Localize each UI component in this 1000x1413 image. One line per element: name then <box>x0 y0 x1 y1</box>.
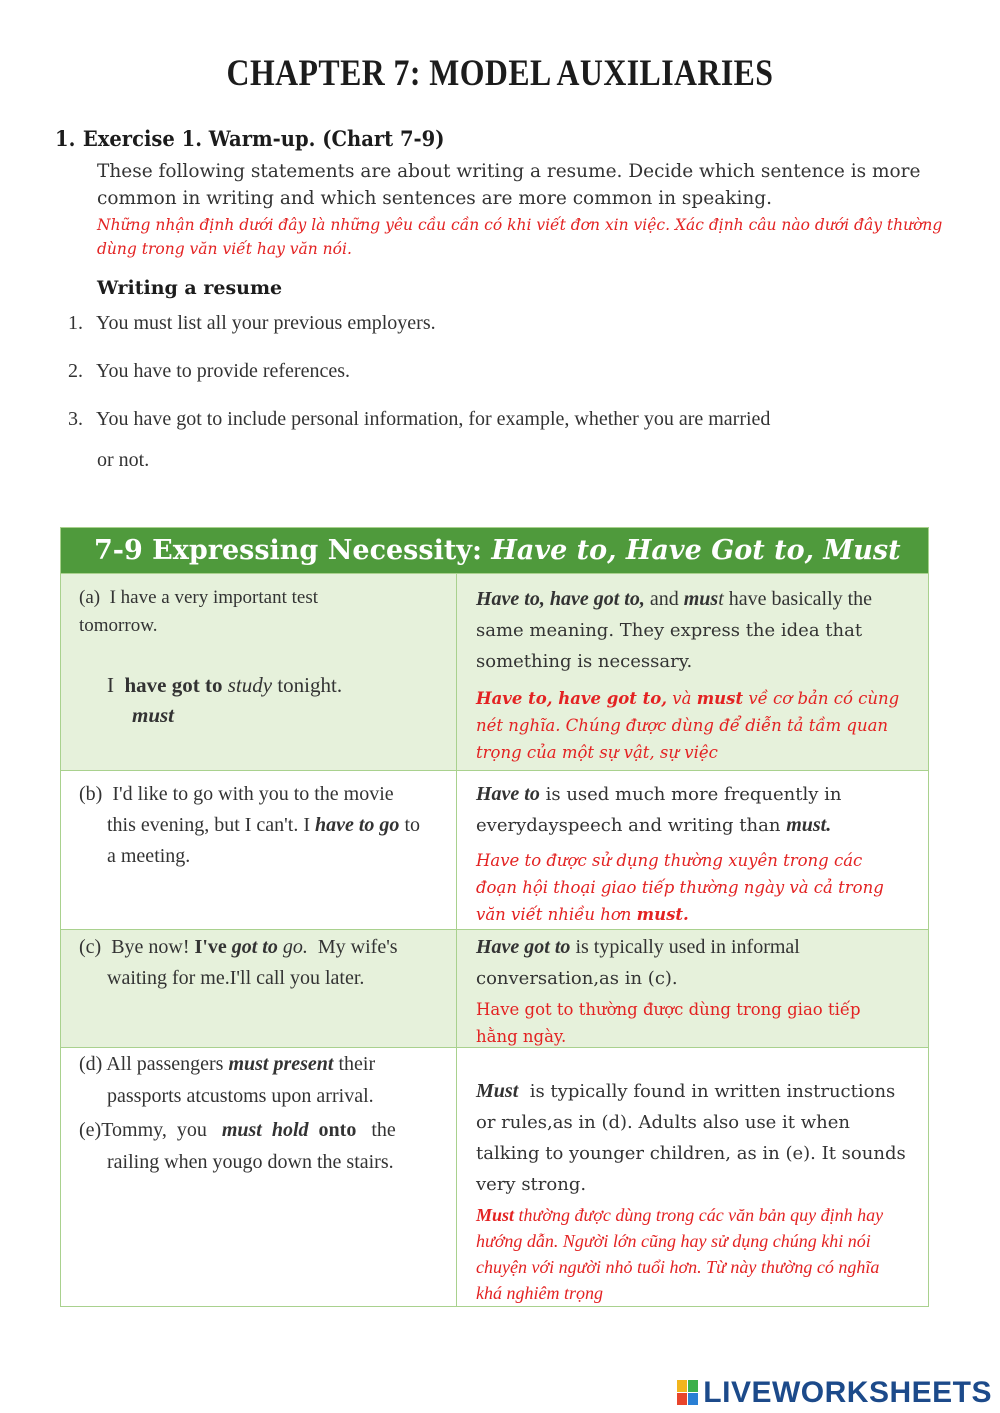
example-text: to <box>404 814 420 836</box>
list-item <box>68 360 350 383</box>
explanation-text: conversation,as in (c). <box>476 968 678 989</box>
emphasis: must. <box>636 905 689 924</box>
column-divider <box>456 930 457 1047</box>
example-verb: go. <box>282 936 308 958</box>
list-item <box>68 408 770 431</box>
example-text: this evening, but I can't. I <box>107 814 310 836</box>
exercise-title: Exercise 1. Warm-up. (Chart 7-9) <box>82 126 445 151</box>
example-text: a meeting. <box>107 845 191 867</box>
list-item-number: 3. <box>68 408 83 430</box>
translation-text: Have to được sử dụng thường xuyên trong các <box>476 851 863 870</box>
example-text: railing when yougo down the stairs. <box>107 1151 394 1173</box>
translation-text: khá nghiêm trọng <box>476 1283 603 1303</box>
example-a <box>79 584 449 640</box>
explanation-a <box>476 584 921 766</box>
explanation-text: and <box>649 588 679 610</box>
example-text: tonight. <box>277 673 343 697</box>
explanation-text: have basically the <box>728 588 873 610</box>
modal-form: must <box>132 703 175 727</box>
emphasis: Have to, have got to, <box>476 689 668 708</box>
column-divider <box>456 1048 457 1306</box>
modal-form: onto <box>318 1119 357 1141</box>
modal-form: have to go <box>315 814 400 836</box>
explanation-text: is used much more frequently in <box>545 784 842 805</box>
translation-text: hướng dẫn. Người lớn cũng hay sử dụng chúng khi nói <box>476 1231 871 1251</box>
grammar-chart <box>60 527 929 1307</box>
translation-text: đoạn hội thoại giao tiếp thường ngày và cả trong <box>476 878 884 897</box>
liveworksheets-logo-icon <box>677 1380 699 1406</box>
example-text: My wife's <box>317 936 398 958</box>
emphasis: Have got to <box>476 936 571 958</box>
example-e <box>79 1114 449 1178</box>
chart-row-de <box>61 1047 928 1306</box>
emphasis: must. <box>786 814 832 836</box>
liveworksheets-logo[interactable] <box>677 1376 992 1410</box>
intro-english: These following statements are about writing a resume. Decide which sentence is more common in writing and which sentences are more common in speaking. <box>97 161 921 209</box>
chart-heading-plain: 7-9 Expressing Necessity: <box>94 535 482 566</box>
example-text: I have a very important test <box>109 587 318 608</box>
explanation-text: everydayspeech and writing than <box>476 815 781 836</box>
example-c <box>79 932 449 994</box>
section-heading: Writing a resume <box>97 277 283 299</box>
emphasis: Must <box>476 1080 519 1102</box>
example-text: Tommy, you <box>101 1119 207 1141</box>
translation-text: về cơ bản có cùng <box>748 689 900 708</box>
translation-text: thường được dùng trong các văn bản quy định hay <box>518 1205 884 1225</box>
list-item-text: You have to provide references. <box>96 360 350 382</box>
example-label: (b) <box>79 783 103 805</box>
translation-text: và <box>672 689 692 708</box>
example-text: the <box>371 1119 396 1141</box>
translation-text: trọng của một sự vật, sự việc <box>476 743 718 762</box>
modal-form: must hold <box>221 1119 309 1141</box>
list-item-number: 2. <box>68 360 83 382</box>
example-b <box>79 779 449 872</box>
example-text: Bye now! <box>111 936 190 958</box>
example-text: waiting for me.I'll call you later. <box>107 967 365 989</box>
emphasis: must <box>696 689 744 708</box>
example-label: (a) <box>79 587 101 608</box>
example-d <box>79 1048 449 1112</box>
chart-row-a <box>61 573 928 770</box>
example-text: tomorrow. <box>79 615 158 636</box>
example-label: (d) <box>79 1053 103 1075</box>
emphasis: t <box>718 588 724 610</box>
translation-text: Have got to thường được dùng trong giao tiếp <box>476 1000 861 1019</box>
example-text: All passengers <box>106 1053 224 1075</box>
exercise-heading <box>55 126 444 151</box>
example-verb: study <box>227 673 273 697</box>
explanation-text: or rules,as in (d). Adults also use it when <box>476 1112 851 1133</box>
column-divider <box>456 574 457 770</box>
example-subject: I <box>107 673 114 697</box>
modal-form: must present <box>228 1053 334 1075</box>
list-item <box>68 312 436 335</box>
explanation-text: talking to younger children, as in (e). It sounds <box>476 1143 906 1164</box>
list-item-continuation: or not. <box>97 449 150 471</box>
explanation-text: very strong. <box>476 1174 587 1195</box>
chart-row-b <box>61 770 928 929</box>
list-item-text: You have got to include personal information, for example, whether you are married <box>96 408 771 430</box>
modal-form: I've <box>194 936 227 958</box>
translation-text: chuyện với người nhỏ tuổi hơn. Từ này thường có nghĩa <box>476 1257 880 1277</box>
column-divider <box>456 771 457 929</box>
explanation-b <box>476 779 921 928</box>
exercise-number: 1. <box>55 126 76 151</box>
example-text: I'd like to go with you to the movie <box>112 783 394 805</box>
explanation-text: is typically used in informal <box>575 936 800 958</box>
explanation-text: something is necessary. <box>476 651 693 672</box>
translation-text: hằng ngày. <box>476 1027 567 1046</box>
example-text: their <box>338 1053 376 1075</box>
chart-heading <box>61 528 928 574</box>
explanation-text: is typically found in written instructions <box>529 1081 896 1102</box>
example-label: (e) <box>79 1119 102 1141</box>
list-item-text: You must list all your previous employers. <box>96 312 436 334</box>
example-label: (c) <box>79 936 102 958</box>
emphasis: Must <box>476 1205 515 1225</box>
page-title: CHAPTER 7: MODEL AUXILIARIES <box>226 53 774 94</box>
translation-text: nét nghĩa. Chúng được dùng để diễn tả tầm quan <box>476 716 889 735</box>
emphasis: mus <box>683 588 719 610</box>
modal-form: have got to <box>124 673 223 697</box>
translation-text: văn viết nhiều hơn <box>476 905 632 924</box>
explanation-text: same meaning. They express the idea that <box>476 620 863 641</box>
chart-row-c <box>61 929 928 1047</box>
modal-form: got to <box>231 936 278 958</box>
emphasis: Have to <box>476 783 540 805</box>
chart-heading-italic: Have to, Have Got to, Must <box>491 535 901 566</box>
example-text: passports atcustoms upon arrival. <box>107 1085 374 1107</box>
explanation-de <box>476 1076 921 1306</box>
explanation-c <box>476 932 921 1050</box>
emphasis: Have to, have got to, <box>476 588 645 610</box>
intro-vietnamese: Những nhận định dưới đây là những yêu cầu cần có khi viết đơn xin việc. Xác định câu nào dưới đây thường dùng trong văn viết hay văn nói. <box>97 216 943 258</box>
list-item-number: 1. <box>68 312 83 334</box>
example-a-forms <box>107 670 437 730</box>
brand-name: LIVEWORKSHEETS <box>703 1376 992 1409</box>
